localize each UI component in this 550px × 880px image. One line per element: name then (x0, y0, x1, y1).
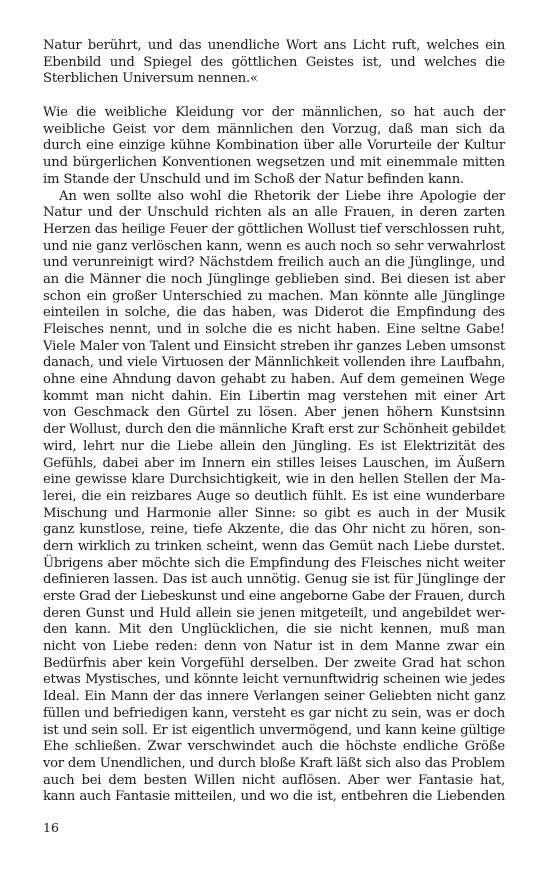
text-line: definieren lassen. Das ist auch unnötig. Genug sie ist für Jünglinge der (43, 572, 505, 588)
paragraph-gap (43, 88, 505, 105)
text-line: und verunreinigt wird? Nächstdem freilich auch an die Jünglinge, und (43, 255, 505, 271)
text-line: Gefühls, dabei aber im Innern ein stilles leises Lauschen, im Äußern (43, 455, 505, 471)
text-line: Ideal. Ein Mann der das innere Verlangen seiner Geliebten nicht ganz (43, 689, 505, 705)
text-line: ohne eine Ahndung davon gehabt zu haben. Auf dem gemeinen Wege (43, 372, 505, 388)
text-line: An wen sollte also wohl die Rhetorik der Liebe ihre Apologie der (59, 188, 505, 204)
text-line: Fleisches nennt, und in solche die es nicht haben. Eine seltne Gabe! (43, 322, 505, 337)
text-line: weibliche Geist vor dem männlichen den Vorzug, daß man sich da (43, 121, 505, 137)
text-line: auch bei dem besten Willen nicht auflösen. Aber wer Fantasie hat, (43, 772, 505, 788)
text-line: etwas Mystisches, und könnte leicht vernunftwidrig scheinen wie jedes (43, 672, 505, 688)
text-line: ganz kunstlose, reine, tiefe Akzente, die das Ohr nicht zu hören, son- (43, 522, 505, 538)
text-line: und bürgerlichen Konventionen wegsetzen und mit einemmale mitten (43, 155, 505, 171)
paragraph-clothing (43, 105, 505, 188)
text-line: Herzen das heilige Feuer der göttlichen Wollust tief verschlossen ruht, (43, 221, 505, 237)
text-line: schon ein großer Unterschied zu machen. Man könnte alle Jünglinge (43, 288, 505, 304)
text-line: kann auch Fantasie mitteilen, und wo die ist, entbehren die Liebenden (43, 789, 505, 805)
text-line: Natur und der Unschuld richten als an alle Frauen, in deren zarten (43, 205, 505, 221)
text-line: Sterblichen Universum nennen.« (43, 71, 258, 87)
text-line: nicht von Liebe reden: denn von Natur ist in dem Manne zwar ein (43, 639, 505, 655)
text-line: durch eine einzige kühne Kombination über alle Vorurteile der Kultur (43, 138, 505, 154)
text-line: Wie die weibliche Kleidung vor der männlichen, so hat auch der (43, 105, 505, 121)
text-line: Natur berührt, und das unendliche Wort ans Licht ruft, welches ein (43, 38, 505, 53)
text-line: der Wollust, durch den die männliche Kraft erst zur Schönheit gebildet (43, 422, 505, 438)
text-line: kommt man nicht dahin. Ein Libertin mag verstehen mit einer Art (43, 388, 505, 404)
text-line: Ebenbild und Spiegel des göttlichen Geistes ist, und welches die (43, 54, 505, 70)
paragraph-rhetoric (43, 189, 505, 806)
text-line: Mischung und Harmonie aller Sinne: so gibt es auch in der Musik (43, 505, 505, 521)
text-line: und nie ganz verlöschen kann, wenn es auch noch so sehr verwahrlost (43, 238, 505, 254)
text-line: eine gewisse klare Durchsichtigkeit, wie in den hellen Stellen der Ma- (43, 472, 505, 488)
text-line: dern wirklich zu trinken scheint, wenn das Gemüt nach Liebe durstet. (43, 538, 505, 554)
text-line: Bedürfnis aber kein Vorgefühl derselben. Der zweite Grad hat schon (43, 655, 505, 671)
text-line: den kann. Mit den Unglücklichen, die sie nicht kennen, muß man (43, 622, 505, 638)
text-line: lerei, die ein reizbares Auge so deutlich fühlt. Es ist eine wunderbare (43, 488, 505, 504)
text-line: füllen und befriedigen kann, versteht es gar nicht zu sein, was er doch (43, 705, 505, 721)
text-line: Ehe schließen. Zwar verschwindet auch die höchste endliche Größe (43, 739, 505, 755)
text-line: wird, lehrt nur die Liebe allein den Jüngling. Es ist Elektrizität des (43, 438, 505, 454)
text-line: im Stande der Unschuld und im Schoß der Natur befinden kann. (43, 171, 465, 187)
text-line: vor dem Unendlichen, und durch bloße Kraft läßt sich also das Problem (43, 755, 505, 771)
text-line: Übrigens aber möchte sich die Empfindung des Fleisches nicht weiter (43, 555, 505, 571)
text-line: von Geschmack den Gürtel zu lösen. Aber jenen höhern Kunstsinn (43, 405, 505, 421)
text-line: danach, und viele Virtuosen der Männlichkeit vollenden ihre Laufbahn, (43, 355, 505, 371)
text-line: deren Gunst und Huld allein sie jenen mitgeteilt, und angebildet wer- (43, 605, 505, 621)
paragraph-quote-ending (43, 38, 505, 88)
text-line: Viele Maler von Talent und Einsicht streben ihr ganzes Leben umsonst (43, 338, 505, 354)
page-number: 16 (43, 820, 59, 835)
page-body (43, 38, 505, 806)
text-line: an die Männer die noch Jünglinge geblieben sind. Bei diesen ist aber (43, 271, 505, 287)
text-line: einteilen in solche, die das haben, was Diderot die Empfindung des (43, 305, 505, 321)
text-line: ist und sein soll. Er ist eigentlich unvermögend, und kann keine gültige (43, 722, 505, 738)
text-line: erste Grad der Liebeskunst und eine angeborne Gabe der Frauen, durch (43, 589, 505, 604)
